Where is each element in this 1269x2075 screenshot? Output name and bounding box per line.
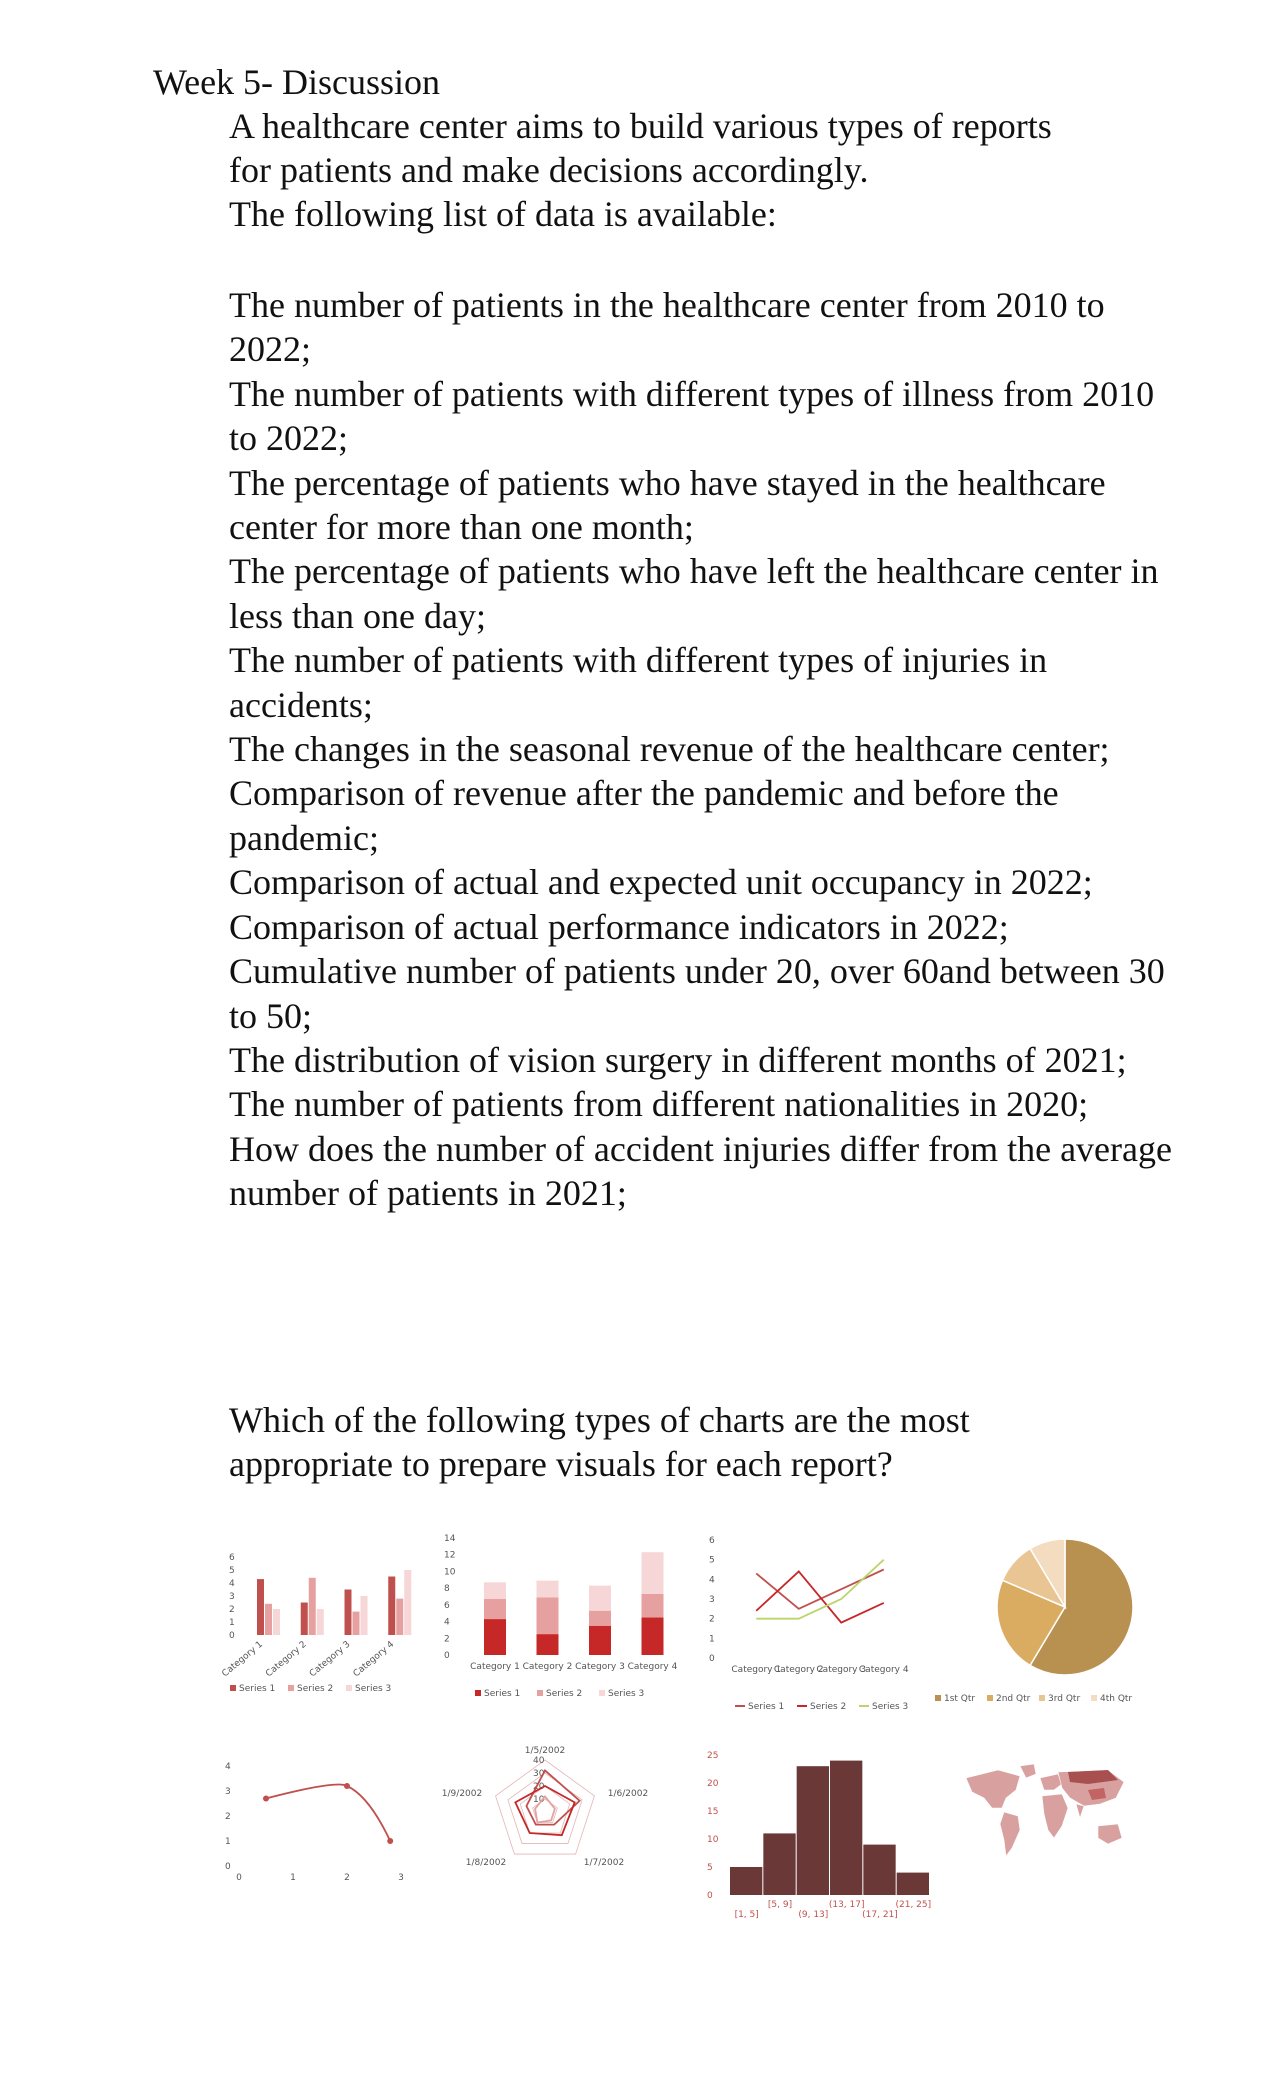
bar	[301, 1603, 308, 1636]
radar-series	[515, 1786, 574, 1835]
histogram-bar	[897, 1873, 929, 1895]
histogram-bar	[797, 1766, 829, 1895]
bar	[345, 1590, 352, 1636]
legend-label: 3rd Qtr	[1048, 1694, 1081, 1704]
y-tick-label: 0	[444, 1651, 450, 1661]
y-tick-label: 2	[709, 1614, 715, 1625]
histogram-bar	[863, 1845, 895, 1895]
stacked-segment	[589, 1611, 611, 1626]
y-tick-label: 12	[444, 1550, 456, 1561]
x-tick-label: 0	[236, 1873, 242, 1883]
x-tick-label: Category 3	[816, 1665, 867, 1675]
report-item: The percentage of patients who have left the healthcare center in less than one day;	[229, 551, 1159, 636]
y-tick-label: 8	[444, 1584, 450, 1595]
legend-label: Series 1	[748, 1702, 785, 1712]
y-tick-label: 1	[229, 1618, 235, 1628]
y-tick-label: 1	[225, 1837, 231, 1847]
bar	[388, 1577, 395, 1636]
intro-line-3: The following list of data is available:	[229, 194, 777, 234]
histogram-bar	[730, 1867, 762, 1895]
x-tick-label: [5, 9]	[767, 1900, 793, 1910]
pie-chart	[935, 1535, 1150, 1720]
y-tick-label: 3	[229, 1592, 235, 1602]
question-line-2: appropriate to prepare visuals for each report?	[229, 1444, 893, 1484]
legend-swatch	[288, 1685, 294, 1691]
y-tick-label: 4	[225, 1762, 231, 1772]
report-item: The distribution of vision surgery in different months of 2021;	[229, 1039, 1127, 1080]
x-tick-label: Category 2	[773, 1665, 824, 1675]
y-tick-label: 0	[229, 1631, 235, 1641]
map-greenland	[1020, 1764, 1036, 1778]
report-item: The percentage of patients who have stayed in the healthcare center for more than one month;	[229, 462, 1106, 548]
legend-swatch	[1039, 1695, 1045, 1701]
y-tick-label: 4	[709, 1575, 715, 1586]
map-australia	[1098, 1824, 1122, 1844]
report-item: The changes in the seasonal revenue of the healthcare center;	[229, 729, 1110, 770]
y-tick-label: 2	[225, 1812, 231, 1822]
world-map-chart	[958, 1760, 1133, 1870]
bar	[273, 1609, 280, 1635]
legend-label: Series 3	[608, 1689, 645, 1699]
y-tick-label: 6	[709, 1536, 715, 1546]
stacked-segment	[589, 1586, 611, 1611]
y-tick-label: 25	[707, 1751, 719, 1761]
radar-axis-label: 1/9/2002	[441, 1788, 483, 1799]
y-tick-label: 3	[709, 1595, 715, 1605]
legend-swatch	[346, 1685, 352, 1691]
y-tick-label: 4	[229, 1579, 235, 1589]
scatter-chart	[225, 1748, 425, 1898]
x-tick-label: Category 4	[351, 1639, 397, 1680]
x-tick-label: (17, 21]	[862, 1910, 898, 1920]
map-africa	[1042, 1794, 1068, 1838]
map-south-america	[1000, 1812, 1020, 1856]
y-tick-label: 10	[444, 1567, 456, 1578]
bar	[404, 1570, 411, 1635]
histogram-bar	[830, 1761, 862, 1895]
series-line	[756, 1570, 884, 1609]
legend-swatch	[537, 1690, 543, 1696]
x-tick-label: [1, 5]	[734, 1910, 759, 1920]
x-tick-label: Category 1	[220, 1639, 265, 1680]
y-tick-label: 15	[707, 1807, 719, 1817]
report-item: How does the number of accident injuries differ from the average number of patients in 2021;	[229, 1128, 1172, 1214]
report-item: Comparison of actual and expected unit occupancy in 2022;	[229, 862, 1093, 903]
stacked-segment	[484, 1619, 506, 1655]
stacked-segment	[484, 1582, 506, 1599]
stacked-segment	[642, 1552, 664, 1594]
histogram-chart	[705, 1725, 940, 1930]
bar	[353, 1612, 360, 1635]
y-tick-label: 0	[225, 1862, 231, 1872]
histogram-bar	[763, 1833, 795, 1895]
radar-ring-label: 30	[533, 1769, 545, 1779]
y-tick-label: 3	[225, 1787, 231, 1797]
legend-swatch	[599, 1690, 605, 1696]
report-item: Cumulative number of patients under 20, over 60and between 30 to 50;	[229, 951, 1165, 1036]
y-tick-label: 4	[444, 1617, 450, 1628]
x-tick-label: Category 4	[627, 1662, 678, 1672]
line-chart	[705, 1530, 940, 1725]
report-item: Comparison of revenue after the pandemic and before the pandemic;	[229, 773, 1059, 858]
y-tick-label: 0	[709, 1654, 715, 1664]
y-tick-label: 0	[707, 1891, 713, 1901]
x-tick-label: (9, 13]	[798, 1910, 829, 1920]
stacked-segment	[484, 1599, 506, 1619]
bar	[396, 1599, 403, 1635]
legend-label: Series 2	[297, 1684, 334, 1694]
y-tick-label: 14	[444, 1534, 456, 1544]
stacked-column-chart	[440, 1525, 685, 1725]
x-tick-label: Category 2	[522, 1662, 573, 1672]
legend-swatch	[987, 1695, 993, 1701]
legend-label: Series 2	[810, 1702, 847, 1712]
report-item: The number of patients with different types of injuries in accidents;	[229, 640, 1048, 725]
legend-label: Series 3	[872, 1702, 909, 1712]
legend-swatch	[230, 1685, 236, 1691]
stacked-segment	[589, 1626, 611, 1655]
stacked-segment	[537, 1597, 559, 1634]
bar	[257, 1579, 264, 1635]
map-europe	[1040, 1774, 1062, 1790]
bar	[317, 1609, 324, 1635]
report-item: Comparison of actual performance indicators in 2022;	[229, 906, 1009, 947]
question-line-1: Which of the following types of charts are the most	[229, 1400, 970, 1440]
smooth-line	[266, 1785, 390, 1841]
y-tick-label: 2	[444, 1634, 450, 1645]
report-item: The number of patients from different nationalities in 2020;	[229, 1084, 1089, 1125]
map-india	[1076, 1804, 1084, 1818]
x-tick-label: Category 1	[470, 1662, 520, 1672]
legend-label: Series 1	[239, 1684, 276, 1694]
radar-ring-label: 40	[533, 1756, 545, 1766]
legend-swatch	[1091, 1695, 1097, 1701]
radar-ring-label: 20	[533, 1782, 545, 1792]
stacked-segment	[537, 1581, 559, 1598]
x-tick-label: Category 1	[731, 1665, 782, 1675]
x-tick-label: 1	[290, 1873, 296, 1883]
x-tick-label: Category 2	[264, 1639, 309, 1680]
radar-chart	[430, 1740, 670, 1890]
x-tick-label: Category 4	[858, 1665, 909, 1675]
radar-axis-label: 1/5/2002	[524, 1746, 566, 1756]
x-tick-label: 3	[398, 1873, 404, 1883]
legend-label: Series 1	[484, 1689, 521, 1699]
y-tick-label: 2	[229, 1605, 235, 1615]
stacked-segment	[642, 1617, 664, 1655]
scatter-point	[344, 1783, 350, 1789]
report-item: The number of patients with different types of illness from 2010 to 2022;	[229, 373, 1155, 459]
legend-swatch	[475, 1690, 481, 1696]
intro-line-2: for patients and make decisions accordingly.	[229, 150, 869, 190]
legend-label: Series 2	[546, 1689, 583, 1699]
stacked-segment	[537, 1634, 559, 1655]
y-tick-label: 6	[444, 1600, 450, 1611]
x-tick-label: Category 3	[575, 1662, 625, 1672]
y-tick-label: 6	[229, 1553, 235, 1563]
legend-label: Series 3	[355, 1684, 392, 1694]
report-list	[229, 283, 1189, 1216]
x-tick-label: 2	[344, 1873, 350, 1883]
bar	[309, 1578, 316, 1635]
x-tick-label: (13, 17]	[828, 1900, 865, 1910]
clustered-column-chart	[220, 1525, 425, 1710]
legend-label: 4th Qtr	[1100, 1694, 1133, 1704]
scatter-point	[387, 1838, 393, 1844]
bar	[361, 1596, 368, 1635]
map-north-america	[966, 1770, 1020, 1808]
radar-ring-label: 10	[533, 1795, 545, 1805]
y-tick-label: 20	[707, 1779, 719, 1789]
y-tick-label: 5	[707, 1863, 713, 1873]
y-tick-label: 10	[707, 1835, 719, 1845]
legend-label: 1st Qtr	[944, 1694, 976, 1704]
document-title: Week 5- Discussion	[153, 62, 441, 102]
x-tick-label: Category 3	[307, 1639, 353, 1680]
radar-axis-label: 1/7/2002	[583, 1858, 625, 1869]
y-tick-label: 5	[709, 1555, 715, 1566]
scatter-point	[263, 1796, 269, 1802]
report-item: The number of patients in the healthcare center from 2010 to 2022;	[229, 285, 1105, 370]
y-tick-label: 1	[709, 1634, 715, 1645]
intro-line-1: A healthcare center aims to build various types of reports	[229, 106, 1052, 146]
radar-axis-label: 1/6/2002	[607, 1788, 649, 1799]
bar	[265, 1604, 272, 1635]
legend-swatch	[935, 1695, 941, 1701]
y-tick-label: 5	[229, 1566, 235, 1576]
stacked-segment	[642, 1594, 664, 1617]
legend-label: 2nd Qtr	[996, 1694, 1031, 1704]
radar-axis-label: 1/8/2002	[465, 1858, 507, 1869]
x-tick-label: (21, 25]	[895, 1900, 932, 1910]
